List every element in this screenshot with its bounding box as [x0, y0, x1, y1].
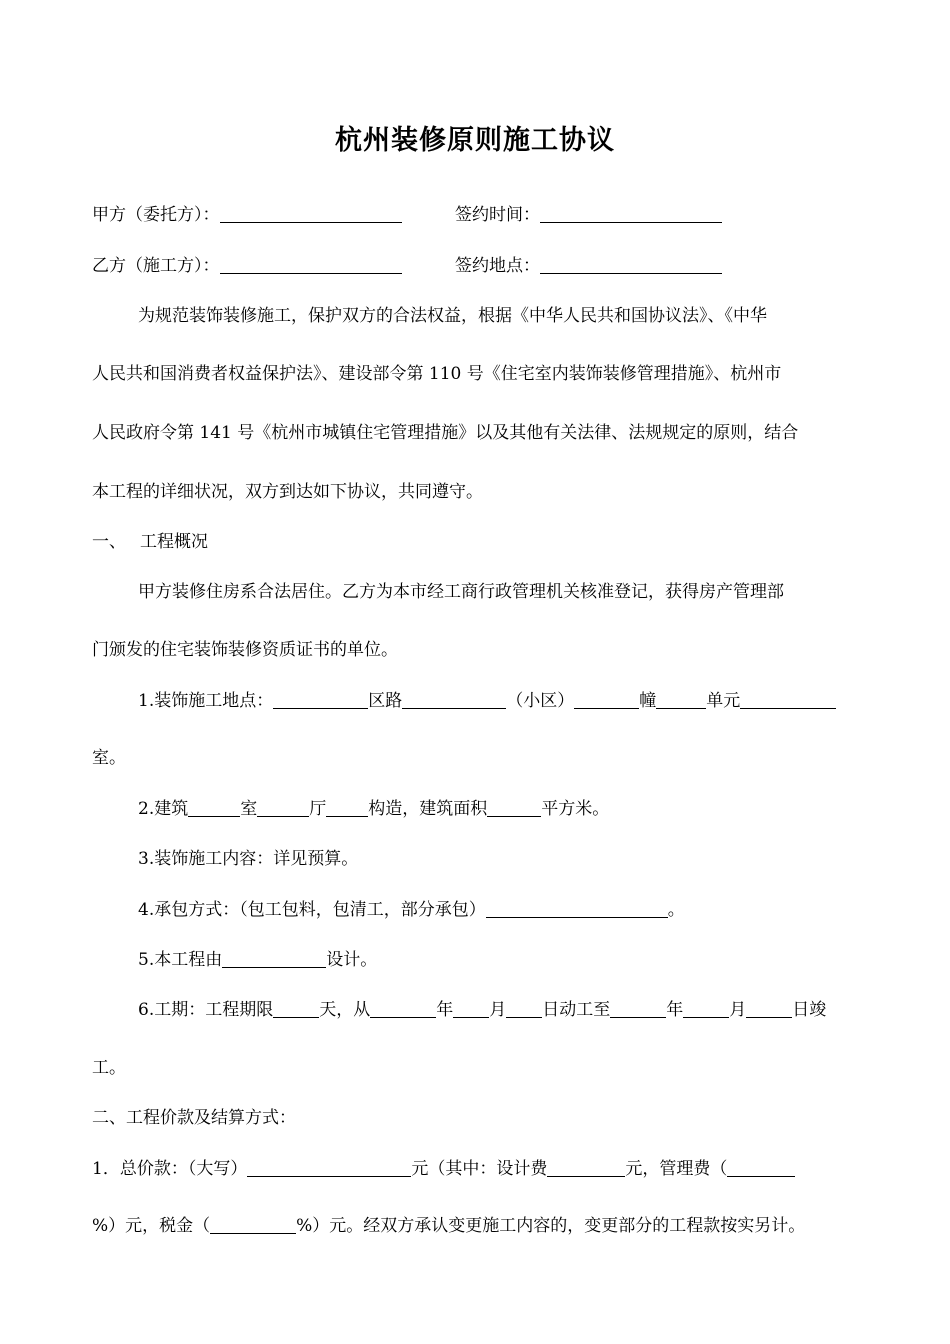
management-fee-blank[interactable] — [727, 1158, 795, 1177]
sign-time-label: 签约时间： — [455, 205, 540, 225]
section-1-para-line-1: 甲方装修住房系合法居住。乙方为本市经工商行政管理机关核准登记，获得房产管理部 — [138, 582, 784, 602]
sign-place-blank[interactable] — [540, 255, 722, 274]
item-2-prefix: 2.建筑 — [138, 799, 189, 819]
sign-place-label: 签约地点： — [455, 256, 540, 276]
item-6-duration — [138, 998, 826, 1022]
sign-place-row — [455, 254, 722, 278]
start-month-blank[interactable] — [453, 999, 489, 1018]
intro-line-4: 本工程的详细状况，双方到达如下协议，共同遵守。 — [92, 482, 483, 502]
intro-line-1: 为规范装饰装修施工，保护双方的合法权益，根据《中华人民共和国协议法》、《中华 — [138, 306, 767, 326]
total-price-blank[interactable] — [247, 1158, 411, 1177]
item-4-prefix: 4.承包方式：（包工包料，包清工，部分承包） — [138, 900, 486, 920]
designer-blank[interactable] — [222, 949, 326, 968]
community-label: （小区） — [506, 691, 575, 711]
item-3-content: 3.装饰施工内容：详见预算。 — [138, 849, 359, 869]
section-1-para-line-2: 门颁发的住宅装饰装修资质证书的单位。 — [92, 640, 398, 660]
party-a-label: 甲方（委托方）： — [92, 205, 220, 225]
tax-line — [92, 1214, 805, 1238]
section-2-heading: 二、工程价款及结算方式： — [92, 1108, 296, 1128]
unit-label: 单元 — [706, 691, 741, 711]
end-day-label: 日竣 — [792, 1000, 827, 1020]
halls-blank[interactable] — [257, 798, 309, 817]
item-6-continuation: 工。 — [92, 1058, 126, 1078]
item-2-structure — [138, 797, 609, 821]
management-fee-label: 元，管理费（ — [625, 1159, 728, 1179]
item-6-prefix: 6.工期：工程期限 — [138, 1000, 274, 1020]
building-label: 幢 — [639, 691, 657, 711]
tax-suffix: %）元。经双方承认变更施工内容的，变更部分的工程款按实另计。 — [296, 1216, 806, 1236]
sign-time-row — [455, 203, 722, 227]
district-blank[interactable] — [273, 690, 368, 709]
start-day-label: 日动工至 — [542, 1000, 611, 1020]
party-b-blank[interactable] — [220, 255, 402, 274]
end-year-label: 年 — [666, 1000, 684, 1020]
item-4-suffix: 。 — [667, 900, 685, 920]
end-year-blank[interactable] — [610, 999, 666, 1018]
party-b-label: 乙方（施工方）： — [92, 256, 220, 276]
intro-line-2: 人民共和国消费者权益保护法》、建设部令第 110 号《住宅室内装饰装修管理措施》、杭州市 — [92, 364, 782, 384]
party-a-blank[interactable] — [220, 204, 402, 223]
section-1-heading — [92, 530, 208, 554]
days-label: 天，从 — [319, 1000, 371, 1020]
area-label: 构造，建筑面积 — [368, 799, 488, 819]
page-title: 杭州装修原则施工协议 — [335, 125, 615, 156]
tax-blank[interactable] — [210, 1215, 296, 1234]
design-fee-blank[interactable] — [547, 1158, 625, 1177]
start-day-blank[interactable] — [506, 999, 542, 1018]
sign-time-blank[interactable] — [540, 204, 722, 223]
total-price-prefix: 1．总价款：（大写） — [92, 1159, 248, 1179]
days-blank[interactable] — [273, 999, 319, 1018]
rooms-blank[interactable] — [188, 798, 240, 817]
halls-label: 厅 — [309, 799, 327, 819]
start-year-blank[interactable] — [370, 999, 436, 1018]
item-5-prefix: 5.本工程由 — [138, 950, 223, 970]
intro-line-3: 人民政府令第 141 号《杭州市城镇住宅管理措施》以及其他有关法律、法规规定的原则，结合 — [92, 423, 799, 443]
item-1-prefix: 1.装饰施工地点： — [138, 691, 274, 711]
item-5-suffix: 设计。 — [326, 950, 378, 970]
item-4-contract-mode — [138, 898, 685, 922]
section-1-title: 工程概况 — [140, 532, 208, 552]
structure-blank[interactable] — [326, 798, 368, 817]
tax-prefix: %）元，税金（ — [92, 1216, 211, 1236]
road-blank[interactable] — [402, 690, 506, 709]
unit-blank[interactable] — [656, 690, 706, 709]
building-blank[interactable] — [574, 690, 639, 709]
end-month-blank[interactable] — [683, 999, 729, 1018]
room-blank[interactable] — [740, 690, 836, 709]
end-day-blank[interactable] — [746, 999, 792, 1018]
sqm-label: 平方米。 — [541, 799, 610, 819]
area-blank[interactable] — [487, 798, 541, 817]
party-a-row — [92, 203, 402, 227]
design-fee-label: 元（其中：设计费 — [411, 1159, 548, 1179]
rooms-label: 室 — [240, 799, 258, 819]
party-b-row — [92, 254, 402, 278]
district-road-label: 区路 — [368, 691, 403, 711]
contract-mode-blank[interactable] — [486, 899, 668, 918]
item-1-address — [138, 689, 836, 713]
section-1-number: 一、 — [92, 532, 126, 552]
start-year-label: 年 — [436, 1000, 454, 1020]
item-5-designer — [138, 948, 377, 972]
total-price-line — [92, 1157, 795, 1181]
item-1-continuation: 室。 — [92, 748, 126, 768]
end-month-label: 月 — [729, 1000, 747, 1020]
start-month-label: 月 — [489, 1000, 507, 1020]
